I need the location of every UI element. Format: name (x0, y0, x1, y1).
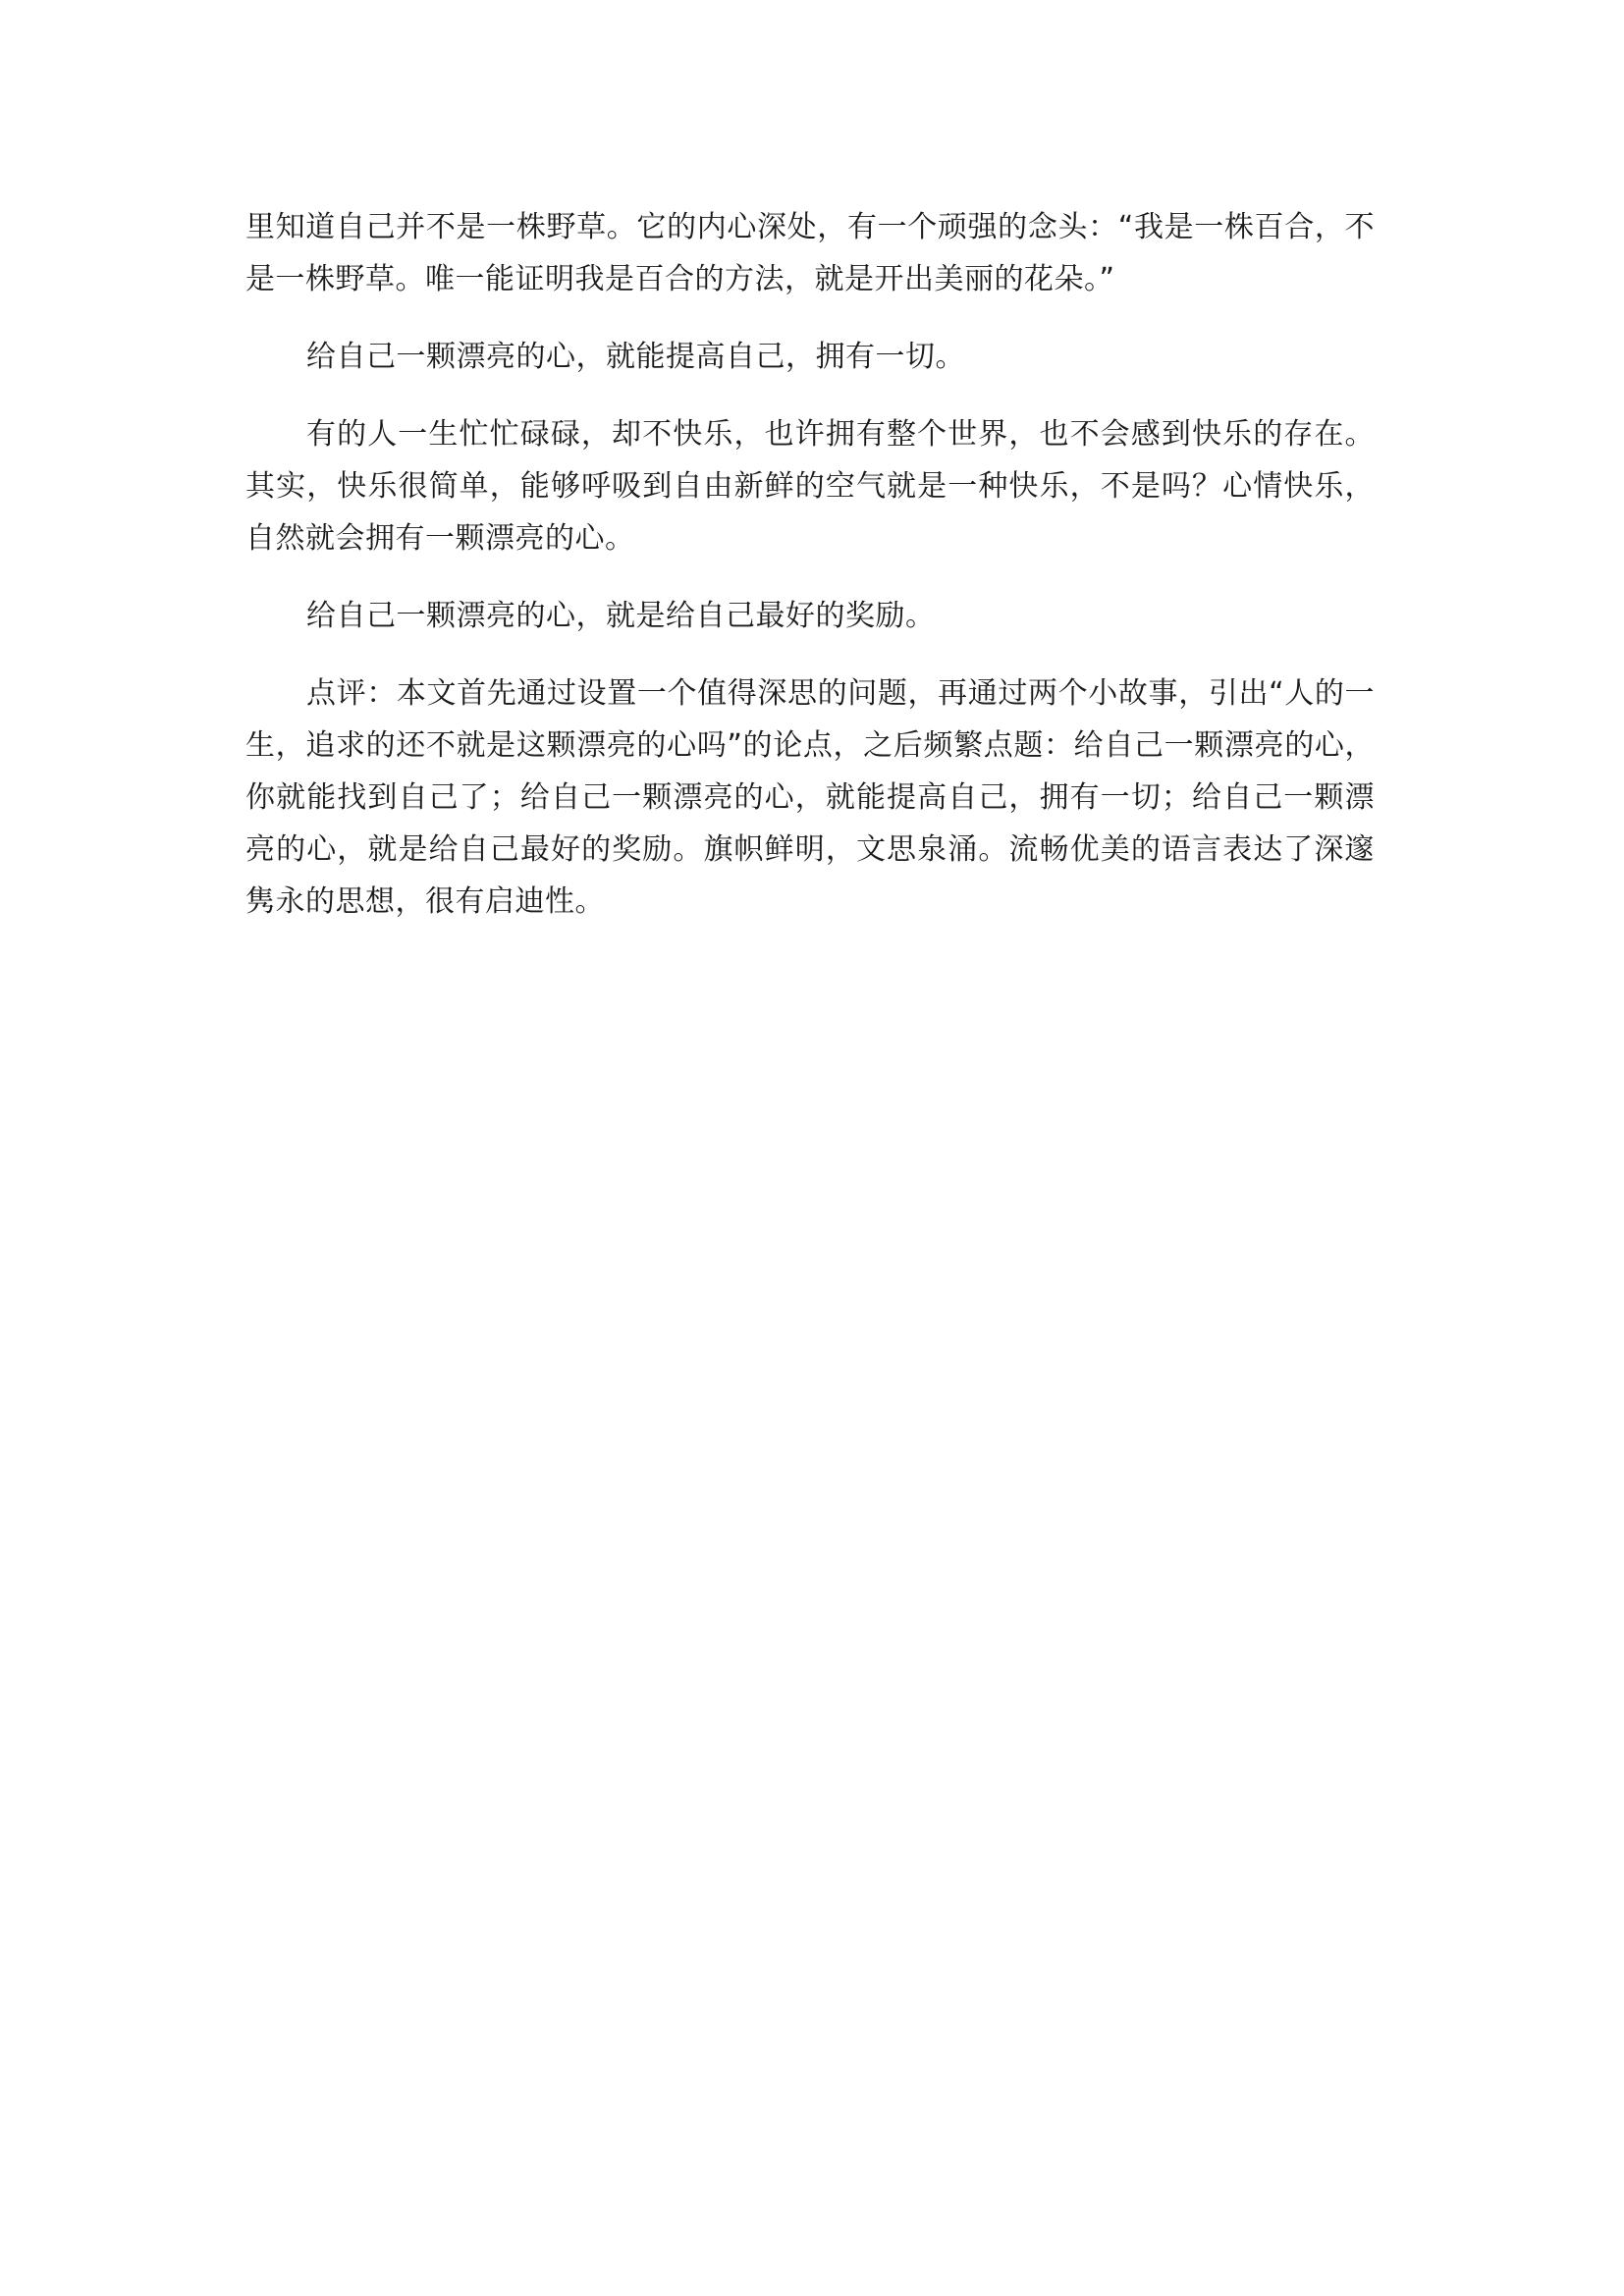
paragraph: 给自己一颗漂亮的心，就能提高自己，拥有一切。 (306, 340, 965, 374)
paragraph: 给自己一颗漂亮的心，就是给自己最好的奖励。 (306, 599, 936, 633)
paragraph: 有的人一生忙忙碌碌，却不快乐，也许拥有整个世界，也不会感到快乐的存在。其实，快乐很简单，能够呼吸到自由新鲜的空气就是一种快乐，不是吗？心情快乐，自然就会拥有一颗漂亮的心。 (245, 417, 1375, 556)
comment-paragraph: 点评：本文首先通过设置一个值得深思的问题，再通过两个小故事，引出“人的一生，追求的还不就是这颗漂亮的心吗”的论点，之后频繁点题：给自己一颗漂亮的心，你就能找到自己了；给自己一颗漂亮的心，就能提高自己，拥有一切；给自己一颗漂亮的心，就是给自己最好的奖励。旗帜鲜明，文思泉涌。流畅优美的语言表达了深邃隽永的思想，很有启迪性。 (245, 676, 1375, 919)
document-body (245, 201, 1375, 953)
paragraph-continued: 里知道自己并不是一株野草。它的内心深处，有一个顽强的念头：“我是一株百合，不是一株野草。唯一能证明我是百合的方法，就是开出美丽的花朵。” (245, 210, 1375, 296)
